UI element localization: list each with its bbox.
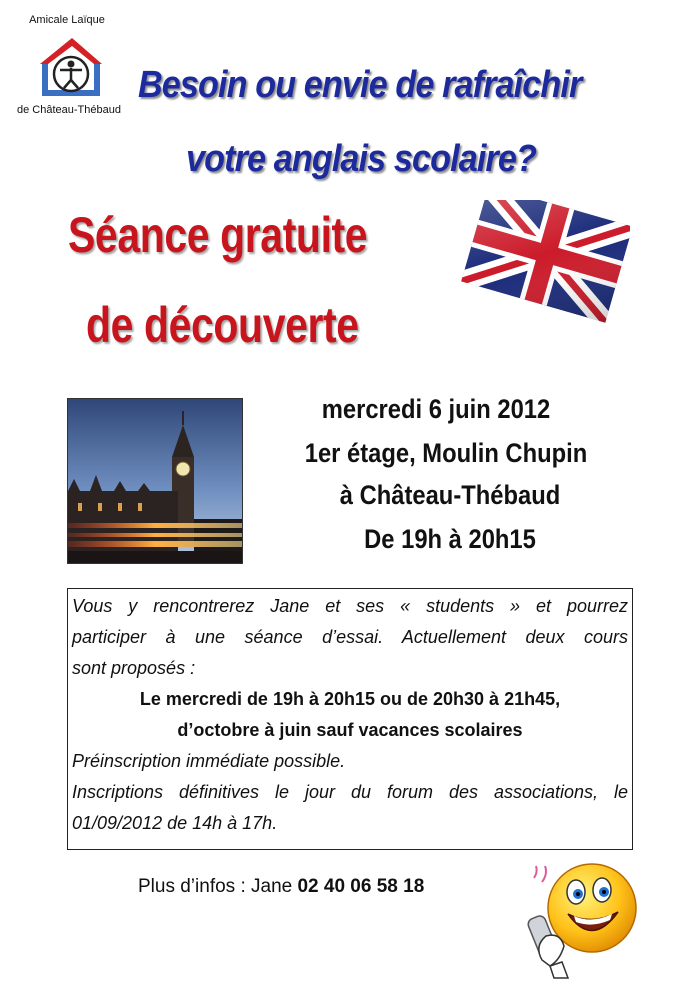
headline-line-1: Besoin ou envie de rafraîchir [138,64,582,106]
description-line-3: sont proposés : [72,658,196,678]
inscription-line-2: 01/09/2012 de 14h à 17h. [72,813,278,833]
contact-info [138,876,424,898]
description-line-2: participer à une séance d’essai. Actuellement deux cours [72,627,628,647]
preinscription-text: Préinscription immédiate possible. [72,751,346,771]
logo-top-text: Amicale Laïque [29,14,105,26]
title-line-1: Séance gratuite [68,207,368,263]
description-line-1: Vous y rencontrerez Jane et ses « students » et pourrez [72,596,628,616]
title-line-2: de découverte [86,297,359,353]
union-jack-flag-icon [456,200,630,356]
event-floor: 1er étage, Moulin Chupin [304,438,588,468]
big-ben-photo [67,398,243,564]
event-date: mercredi 6 juin 2012 [321,394,551,424]
association-logo-icon [36,34,106,102]
schedule-line-2: d’octobre à juin sauf vacances scolaires [177,720,523,740]
event-time: De 19h à 20h15 [364,524,536,554]
schedule-line-1: Le mercredi de 19h à 20h15 ou de 20h30 à 21h45, [139,689,561,709]
smiley-phone-icon [520,856,644,980]
contact-label: Plus d’infos : Jane [138,876,298,897]
headline-line-2: votre anglais scolaire? [186,138,536,180]
description-box [67,588,633,850]
inscription-line-1: Inscriptions définitives le jour du forum des associations, le [72,782,628,802]
logo-bottom-text: de Château-Thébaud [17,104,121,116]
contact-phone: 02 40 06 58 18 [297,876,425,897]
event-place: à Château-Thébaud [339,480,561,510]
